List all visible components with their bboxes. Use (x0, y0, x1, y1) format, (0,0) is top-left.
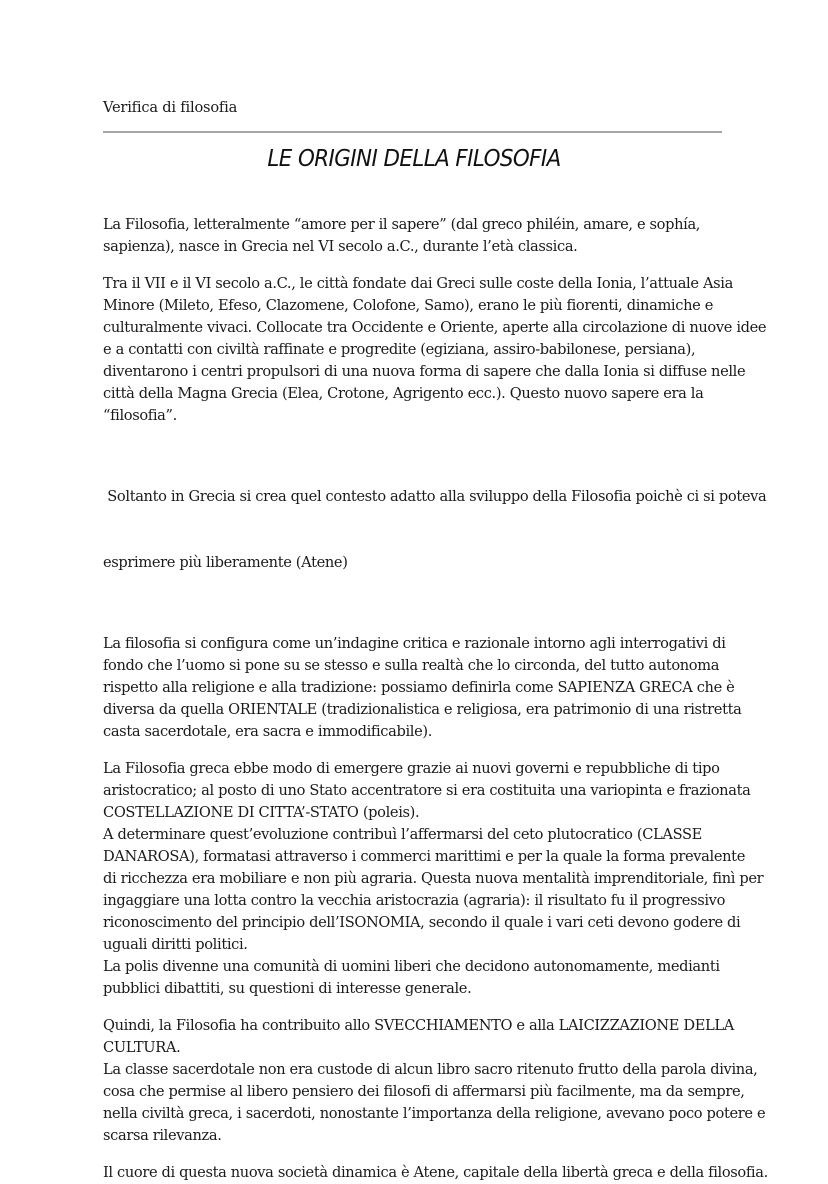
text-line: sapienza), nasce in Grecia nel VI secolo a.C., durante l’età classica. (103, 238, 578, 255)
text-line: diversa da quella ORIENTALE (tradizionalistica e religiosa, era patrimonio di una ristretta (103, 701, 742, 718)
text-line: città della Magna Grecia (Elea, Crotone, Agrigento ecc.). Questo nuovo sapere era la (103, 385, 704, 402)
text-line: La polis divenne una comunità di uomini liberi che decidono autonomamente, medianti (103, 958, 720, 975)
document-body (103, 214, 768, 1184)
text-line: esprimere più liberamente (Atene) (103, 554, 348, 571)
text-line: Minore (Mileto, Efeso, Clazomene, Colofone, Samo), erano le più fiorenti, dinamiche e (103, 297, 713, 314)
paragraph-greek-wisdom (103, 633, 743, 743)
text-line: CULTURA. (103, 1039, 181, 1056)
text-line: COSTELLAZIONE DI CITTA’-STATO (poleis). (103, 804, 420, 821)
document-title: LE ORIGINI DELLA FILOSOFIA (267, 146, 561, 172)
paragraph-ionia (103, 273, 767, 427)
paragraph-etymology (103, 214, 743, 258)
paragraph-athens (103, 1162, 768, 1184)
text-line: e a contatti con civiltà raffinate e progredite (egiziana, assiro-babilonese, persiana), (103, 341, 696, 358)
text-line: La Filosofia, letteralmente “amore per il sapere” (dal greco philéin, amare, e sophía, (103, 216, 701, 233)
text-line: diventarono i centri propulsori di una nuova forma di sapere che dalla Ionia si diffuse nelle (103, 363, 746, 380)
paragraph-polis (103, 758, 764, 1000)
text-line: La classe sacerdotale non era custode di alcun libro sacro ritenuto frutto della parola divina, (103, 1061, 758, 1078)
text-line: A determinare quest’evoluzione contribuì l’affermarsi del ceto plutocratico (CLASSE (103, 826, 702, 843)
header-divider (103, 131, 722, 133)
text-line: aristocratico; al posto di uno Stato accentratore si era costituita una variopinta e frazionata (103, 782, 751, 799)
text-line: La filosofia si configura come un’indagine critica e razionale intorno agli interrogativi di (103, 635, 726, 652)
text-line: nella civiltà greca, i sacerdoti, nonostante l’importanza della religione, avevano poco potere e (103, 1105, 766, 1122)
text-line: Soltanto in Grecia si crea quel contesto adatto alla sviluppo della Filosofia poichè ci si poteva (103, 488, 767, 505)
text-line: DANAROSA), formatasi attraverso i commerci marittimi e per la quale la forma prevalente (103, 848, 745, 865)
text-line: La Filosofia greca ebbe modo di emergere grazie ai nuovi governi e repubbliche di tipo (103, 760, 720, 777)
text-line: culturalmente vivaci. Collocate tra Occidente e Oriente, aperte alla circolazione di nuove idee (103, 319, 767, 336)
text-line: riconoscimento del principio dell’ISONOMIA, secondo il quale i vari ceti devono godere di (103, 914, 741, 931)
text-line: Quindi, la Filosofia ha contribuito allo SVECCHIAMENTO e alla LAICIZZAZIONE DELLA (103, 1017, 734, 1034)
text-line: cosa che permise al libero pensiero dei filosofi di affermarsi più facilmente, ma da sempre, (103, 1083, 745, 1100)
text-line: Il cuore di questa nuova società dinamica è Atene, capitale della libertà greca e della filosofia. (103, 1164, 768, 1181)
paragraph-secularization (103, 1015, 766, 1147)
text-line: di ricchezza era mobiliare e non più agraria. Questa nuova mentalità imprenditoriale, finì per (103, 870, 764, 887)
text-line: rispetto alla religione e alla tradizione: possiamo definirla come SAPIENZA GRECA che è (103, 679, 735, 696)
text-line: uguali diritti politici. (103, 936, 248, 953)
text-line: “filosofia”. (103, 407, 177, 424)
text-line: Tra il VII e il VI secolo a.C., le città fondate dai Greci sulle coste della Ionia, l’attuale Asia (103, 275, 733, 292)
text-line: scarsa rilevanza. (103, 1127, 222, 1144)
text-line: pubblici dibattiti, su questioni di interesse generale. (103, 980, 472, 997)
text-line: fondo che l’uomo si pone su se stesso e sulla realtà che lo circonda, del tutto autonoma (103, 657, 720, 674)
document-header-label: Verifica di filosofia (103, 99, 238, 116)
text-line: ingaggiare una lotta contro la vecchia aristocrazia (agraria): il risultato fu il progressivo (103, 892, 726, 909)
text-line: casta sacerdotale, era sacra e immodificabile). (103, 723, 433, 740)
paragraph-greece-context (103, 442, 767, 618)
